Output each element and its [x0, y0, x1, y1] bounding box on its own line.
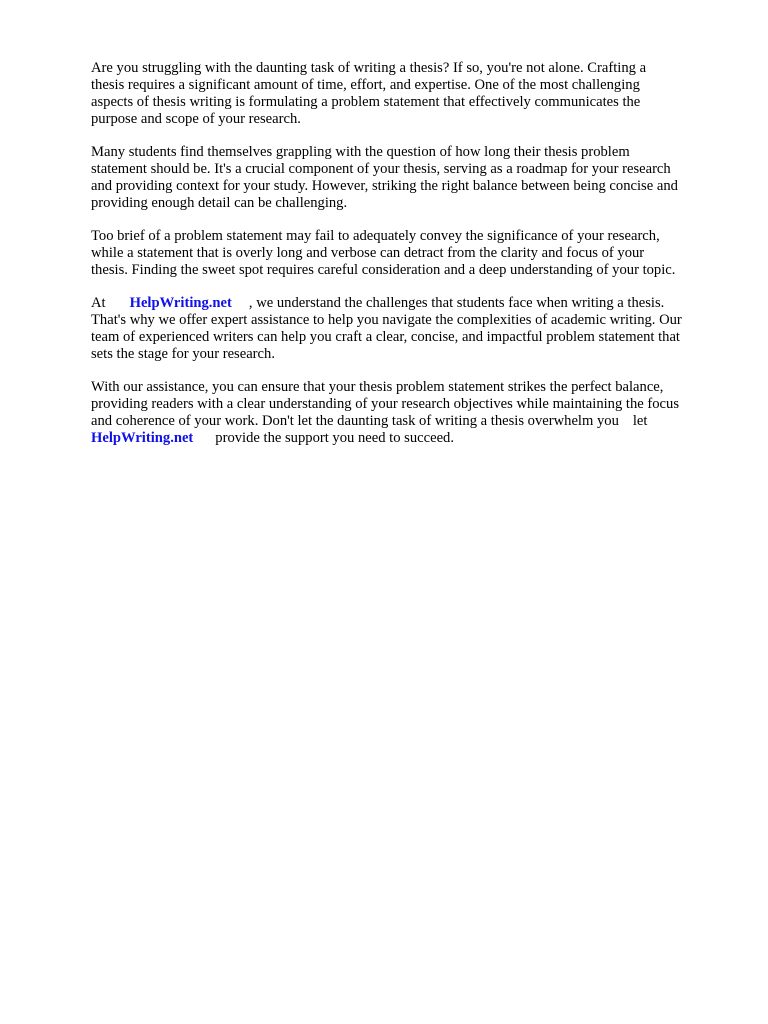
- text-line: providing readers with a clear understanding of your research objectives while maintaining the focus: [91, 396, 680, 412]
- text-line: That's why we offer expert assistance to help you navigate the complexities of academic writing. Our: [91, 312, 682, 328]
- text-line: and providing context for your study. However, striking the right balance between being concise and: [91, 178, 678, 194]
- text-line: With our assistance, you can ensure that your thesis problem statement strikes the perfect balance,: [91, 379, 664, 395]
- helpwriting-link[interactable]: HelpWriting.net: [91, 430, 194, 446]
- text-fragment: and coherence of your work. Don't let the daunting task of writing a thesis overwhelm you: [91, 413, 619, 429]
- paragraph-closing: [91, 379, 731, 447]
- paragraph-intro: [91, 60, 731, 128]
- text-fragment: let: [632, 413, 648, 429]
- text-line: while a statement that is overly long and verbose can detract from the clarity and focus of your: [91, 245, 645, 261]
- text-fragment: , we understand the challenges that students face when writing a thesis.: [248, 295, 665, 311]
- text-line: Too brief of a problem statement may fail to adequately convey the significance of your research,: [91, 228, 660, 244]
- paragraph-length-question: [91, 144, 731, 212]
- text-line: sets the stage for your research.: [91, 346, 275, 362]
- text-line: statement should be. It's a crucial component of your thesis, serving as a roadmap for your research: [91, 161, 671, 177]
- text-fragment: At: [91, 295, 106, 311]
- text-line: thesis requires a significant amount of time, effort, and expertise. One of the most challenging: [91, 77, 640, 93]
- paragraph-service: [91, 295, 731, 363]
- text-line: [91, 295, 731, 312]
- text-line: purpose and scope of your research.: [91, 111, 301, 127]
- text-line: Many students find themselves grappling with the question of how long their thesis problem: [91, 144, 630, 160]
- paragraph-balance: [91, 228, 731, 279]
- document-body: [91, 60, 731, 463]
- text-line: providing enough detail can be challenging.: [91, 195, 348, 211]
- text-line: Are you struggling with the daunting task of writing a thesis? If so, you're not alone. Crafting a: [91, 60, 647, 76]
- text-fragment: provide the support you need to succeed.: [215, 430, 454, 446]
- text-line: [91, 430, 731, 447]
- text-line: [91, 413, 731, 430]
- text-line: aspects of thesis writing is formulating a problem statement that effectively communicates the: [91, 94, 641, 110]
- helpwriting-link[interactable]: HelpWriting.net: [129, 295, 232, 311]
- text-line: team of experienced writers can help you craft a clear, concise, and impactful problem statement that: [91, 329, 680, 345]
- text-line: thesis. Finding the sweet spot requires careful consideration and a deep understanding of your topic.: [91, 262, 676, 278]
